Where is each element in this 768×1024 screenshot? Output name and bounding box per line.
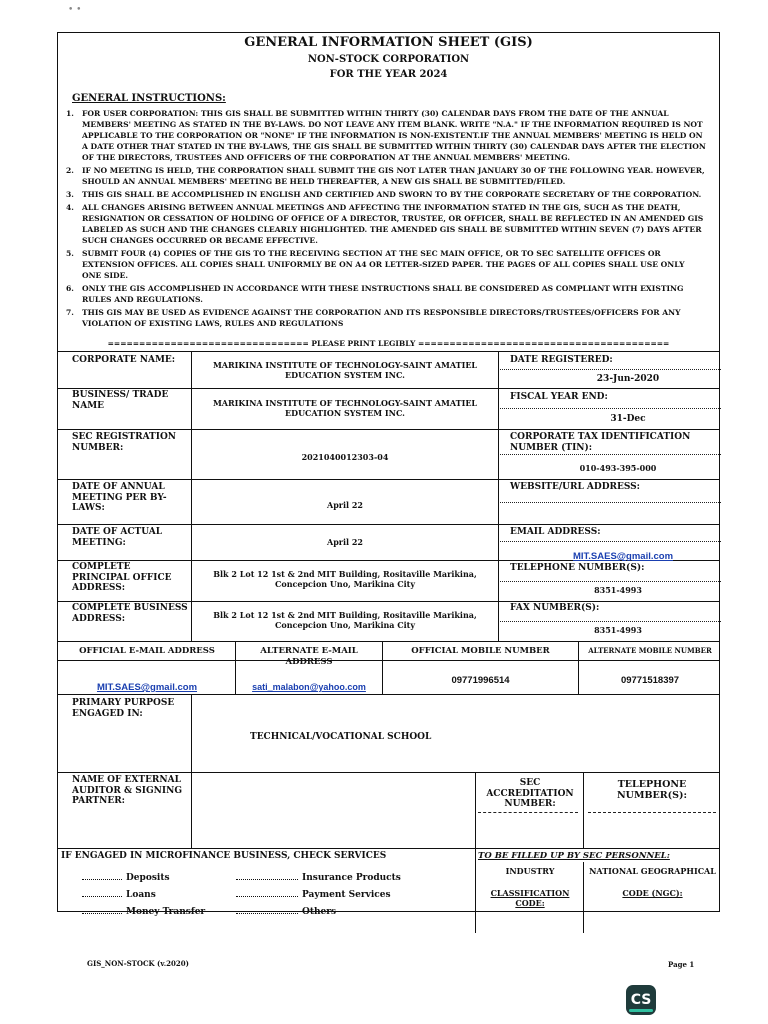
- corporate-name-value: MARIKINA INSTITUTE OF TECHNOLOGY-SAINT AMATIEL EDUCATION SYSTEM INC.: [212, 360, 478, 380]
- instruction-item: [66, 202, 706, 246]
- tin-label: CORPORATE TAX IDENTIFICATION NUMBER (TIN):: [510, 432, 691, 453]
- instruction-number: 7.: [66, 308, 74, 317]
- auditor-telephone-label: TELEPHONE NUMBER(S):: [616, 779, 687, 801]
- insurance-checkbox[interactable]: [236, 879, 298, 880]
- instruction-item: [66, 283, 706, 305]
- fiscal-year-end-value: 31-Dec: [610, 414, 646, 424]
- telephone-label: TELEPHONE NUMBER(S):: [510, 563, 645, 573]
- instruction-text: ALL CHANGES ARISING BETWEEN ANNUAL MEETINGS AND AFFECTING THE INFORMATION STATED IN THE GIS, SUCH AS THE DEATH, RESIGNATION OR CESSATION OF HOLDING OF OFFICE OF A DIRECTOR, TRUSTEE, OR OFFICER, SHALL BE REFLECTED IN AN AMENDED GIS LABELED AS SUCH AND THE CHANGES CLEARLY HIGHLIGHTED. THE AMENDED GIS SHALL BE SUBMITTED WITHIN SEVEN (7) DAYS AFTER SUCH CHANGES OCCURRED OR BECAME EFFECTIVE.: [82, 203, 704, 245]
- fax-value: 8351-4993: [594, 625, 642, 635]
- loans-checkbox[interactable]: [82, 896, 122, 897]
- date-registered-value: 23-Jun-2020: [596, 374, 660, 384]
- money-transfer-label: Money Transfer: [126, 907, 206, 917]
- insurance-label: Insurance Products: [302, 873, 401, 883]
- annual-meeting-label: DATE OF ANNUAL MEETING PER BY-LAWS:: [72, 482, 167, 513]
- payment-services-label: Payment Services: [302, 890, 391, 900]
- annual-meeting-value: April 22: [326, 500, 363, 510]
- instruction-item: [66, 189, 706, 200]
- instruction-text: SUBMIT FOUR (4) COPIES OF THE GIS TO THE RECEIVING SECTION AT THE SEC MAIN OFFICE, OR TO SEC SATELLITE OFFICES OR EXTENSION OFFICES. ALL COPIES SHALL UNIFORMLY BE ON A4 OR LETTER-SIZED PAPER. THE PAGES OF ALL COPIES SHALL USE ONLY ONE SIDE.: [82, 249, 685, 280]
- instruction-item: [66, 248, 706, 281]
- microfinance-heading: IF ENGAGED IN MICROFINANCE BUSINESS, CHECK SERVICES: [61, 851, 387, 861]
- ngc-label: NATIONAL GEOGRAPHICAL: [589, 866, 716, 876]
- principal-address-value: Blk 2 Lot 12 1st & 2nd MIT Building, Rositaville Marikina, Concepcion Uno, Marikina City: [213, 569, 477, 589]
- sec-personnel-heading: TO BE FILLED UP BY SEC PERSONNEL:: [478, 851, 670, 861]
- alt-email-link[interactable]: sati_malabon@yahoo.com: [252, 682, 366, 692]
- trade-name-label: BUSINESS/ TRADE NAME: [72, 390, 169, 411]
- official-mobile-label: OFFICIAL MOBILE NUMBER: [411, 646, 550, 656]
- form-version: GIS_NON-STOCK (v.2020): [87, 959, 189, 968]
- instructions-heading: GENERAL INSTRUCTIONS:: [72, 93, 226, 104]
- email-link[interactable]: MIT.SAES@gmail.com: [572, 551, 674, 562]
- instruction-number: 5.: [66, 249, 74, 258]
- telephone-value: 8351-4993: [594, 585, 642, 595]
- page-number: Page 1: [668, 960, 695, 969]
- deposits-label: Deposits: [126, 873, 170, 883]
- instruction-number: 2.: [66, 166, 74, 175]
- others-checkbox[interactable]: [236, 913, 298, 914]
- corporate-name-label: CORPORATE NAME:: [72, 355, 176, 365]
- instruction-item: [66, 165, 706, 187]
- payment-services-checkbox[interactable]: [236, 896, 298, 897]
- tin-value: 010-493-395-000: [579, 463, 657, 473]
- instruction-text: THIS GIS MAY BE USED AS EVIDENCE AGAINST THE CORPORATION AND ITS RESPONSIBLE DIRECTORS/TRUSTEES/OFFICERS FOR ANY VIOLATION OF EXISTING LAWS, RULES AND REGULATIONS: [82, 308, 681, 328]
- instruction-text: FOR USER CORPORATION: THIS GIS SHALL BE SUBMITTED WITHIN THIRTY (30) CALENDAR DAYS FROM THE DATE OF THE ANNUAL MEMBERS' MEETING AS STATED IN THE BY-LAWS. DO NOT LEAVE ANY ITEM BLANK. WRITE "N.A." IF THE INFORMATION REQUIRED IS NOT APPLICABLE TO THE CORPORATION OR "NONE" IF THE INFORMATION IS NON-EXISTENT.IF THE ANNUAL MEMBERS' MEETING IS HELD ON A DATE OTHER THAT STATED IN THE BY-LAWS, THE GIS SHALL BE SUBMITTED WITHIN THIRTY (30) CALENDAR DAYS AFTER THE ELECTION OF THE DIRECTORS, TRUSTEES AND OFFICERS OF THE CORPORATION AT THE ANNUAL MEMBERS' MEETING.: [82, 109, 706, 162]
- page-title: GENERAL INFORMATION SHEET (GIS): [244, 35, 533, 50]
- auditor-label: NAME OF EXTERNAL AUDITOR & SIGNING PARTNER:: [72, 775, 182, 806]
- fiscal-year-end-label: FISCAL YEAR END:: [510, 392, 608, 402]
- alt-email-label: ALTERNATE E-MAIL ADDRESS: [260, 646, 358, 667]
- instruction-text: IF NO MEETING IS HELD, THE CORPORATION SHALL SUBMIT THE GIS NOT LATER THAN JANUARY 30 OF THE FOLLOWING YEAR. HOWEVER, SHOULD AN ANNUAL MEMBERS' MEETING BE HELD THEREAFTER, A NEW GIS SHALL BE SUBMITTED/FILED.: [82, 166, 705, 186]
- website-label: WEBSITE/URL ADDRESS:: [510, 482, 640, 492]
- fax-label: FAX NUMBER(S):: [510, 603, 600, 613]
- official-mobile-value: 09771996514: [451, 675, 510, 686]
- sec-registration-label: SEC REGISTRATION NUMBER:: [72, 432, 177, 453]
- instruction-text: THIS GIS SHALL BE ACCOMPLISHED IN ENGLISH AND CERTIFIED AND SWORN TO BY THE CORPORATE SECRETARY OF THE CORPORATION.: [82, 190, 702, 199]
- loans-label: Loans: [126, 890, 156, 900]
- business-address-value: Blk 2 Lot 12 1st & 2nd MIT Building, Rositaville Marikina, Concepcion Uno, Marikina City: [213, 610, 477, 630]
- ngc-code-label: CODE (NGC):: [622, 888, 683, 898]
- classification-code-label: CLASSIFICATION CODE:: [490, 888, 570, 908]
- money-transfer-checkbox[interactable]: [82, 913, 122, 914]
- trade-name-value: MARIKINA INSTITUTE OF TECHNOLOGY-SAINT AMATIEL EDUCATION SYSTEM INC.: [212, 398, 478, 418]
- deposits-checkbox[interactable]: [82, 879, 122, 880]
- gis-sheet: [57, 32, 720, 917]
- print-legibly-notice: ================================ PLEASE PRINT LEGIBLY ========================================: [107, 339, 670, 348]
- industry-label: INDUSTRY: [505, 866, 555, 876]
- others-label: Others: [302, 907, 337, 917]
- instruction-item: [66, 307, 706, 329]
- camscanner-badge: CS: [626, 985, 656, 1015]
- actual-meeting-value: April 22: [326, 537, 363, 547]
- official-email-label: OFFICIAL E-MAIL ADDRESS: [79, 646, 215, 656]
- official-email-link[interactable]: MIT.SAES@gmail.com: [96, 682, 198, 693]
- email-label: EMAIL ADDRESS:: [510, 527, 601, 537]
- form-grid: [58, 351, 719, 917]
- instruction-number: 3.: [66, 190, 74, 199]
- page-subtitle: NON-STOCK CORPORATION: [307, 54, 470, 65]
- purpose-value: TECHNICAL/VOCATIONAL SCHOOL: [250, 732, 432, 742]
- instructions-list: [66, 108, 706, 331]
- instruction-number: 1.: [66, 109, 74, 118]
- business-address-label: COMPLETE BUSINESS ADDRESS:: [72, 603, 188, 624]
- instruction-text: ONLY THE GIS ACCOMPLISHED IN ACCORDANCE WITH THESE INSTRUCTIONS SHALL BE CONSIDERED AS COMPLIANT WITH EXISTING RULES AND REGULATIONS.: [82, 284, 684, 304]
- instruction-number: 6.: [66, 284, 74, 293]
- purpose-label: PRIMARY PURPOSE ENGAGED IN:: [72, 698, 175, 719]
- actual-meeting-label: DATE OF ACTUAL MEETING:: [72, 527, 163, 548]
- instruction-number: 4.: [66, 203, 74, 212]
- sec-accreditation-label: SEC ACCREDITATION NUMBER:: [486, 778, 574, 809]
- principal-address-label: COMPLETE PRINCIPAL OFFICE ADDRESS:: [72, 562, 172, 593]
- instruction-item: [66, 108, 706, 163]
- alt-mobile-value: 09771518397: [620, 675, 680, 686]
- alt-mobile-label: ALTERNATE MOBILE NUMBER: [588, 646, 712, 655]
- scan-mark: • •: [68, 5, 82, 15]
- date-registered-label: DATE REGISTERED:: [510, 355, 613, 365]
- form-year: FOR THE YEAR 2024: [329, 69, 448, 80]
- sec-registration-value: 2021040012303-04: [301, 452, 389, 462]
